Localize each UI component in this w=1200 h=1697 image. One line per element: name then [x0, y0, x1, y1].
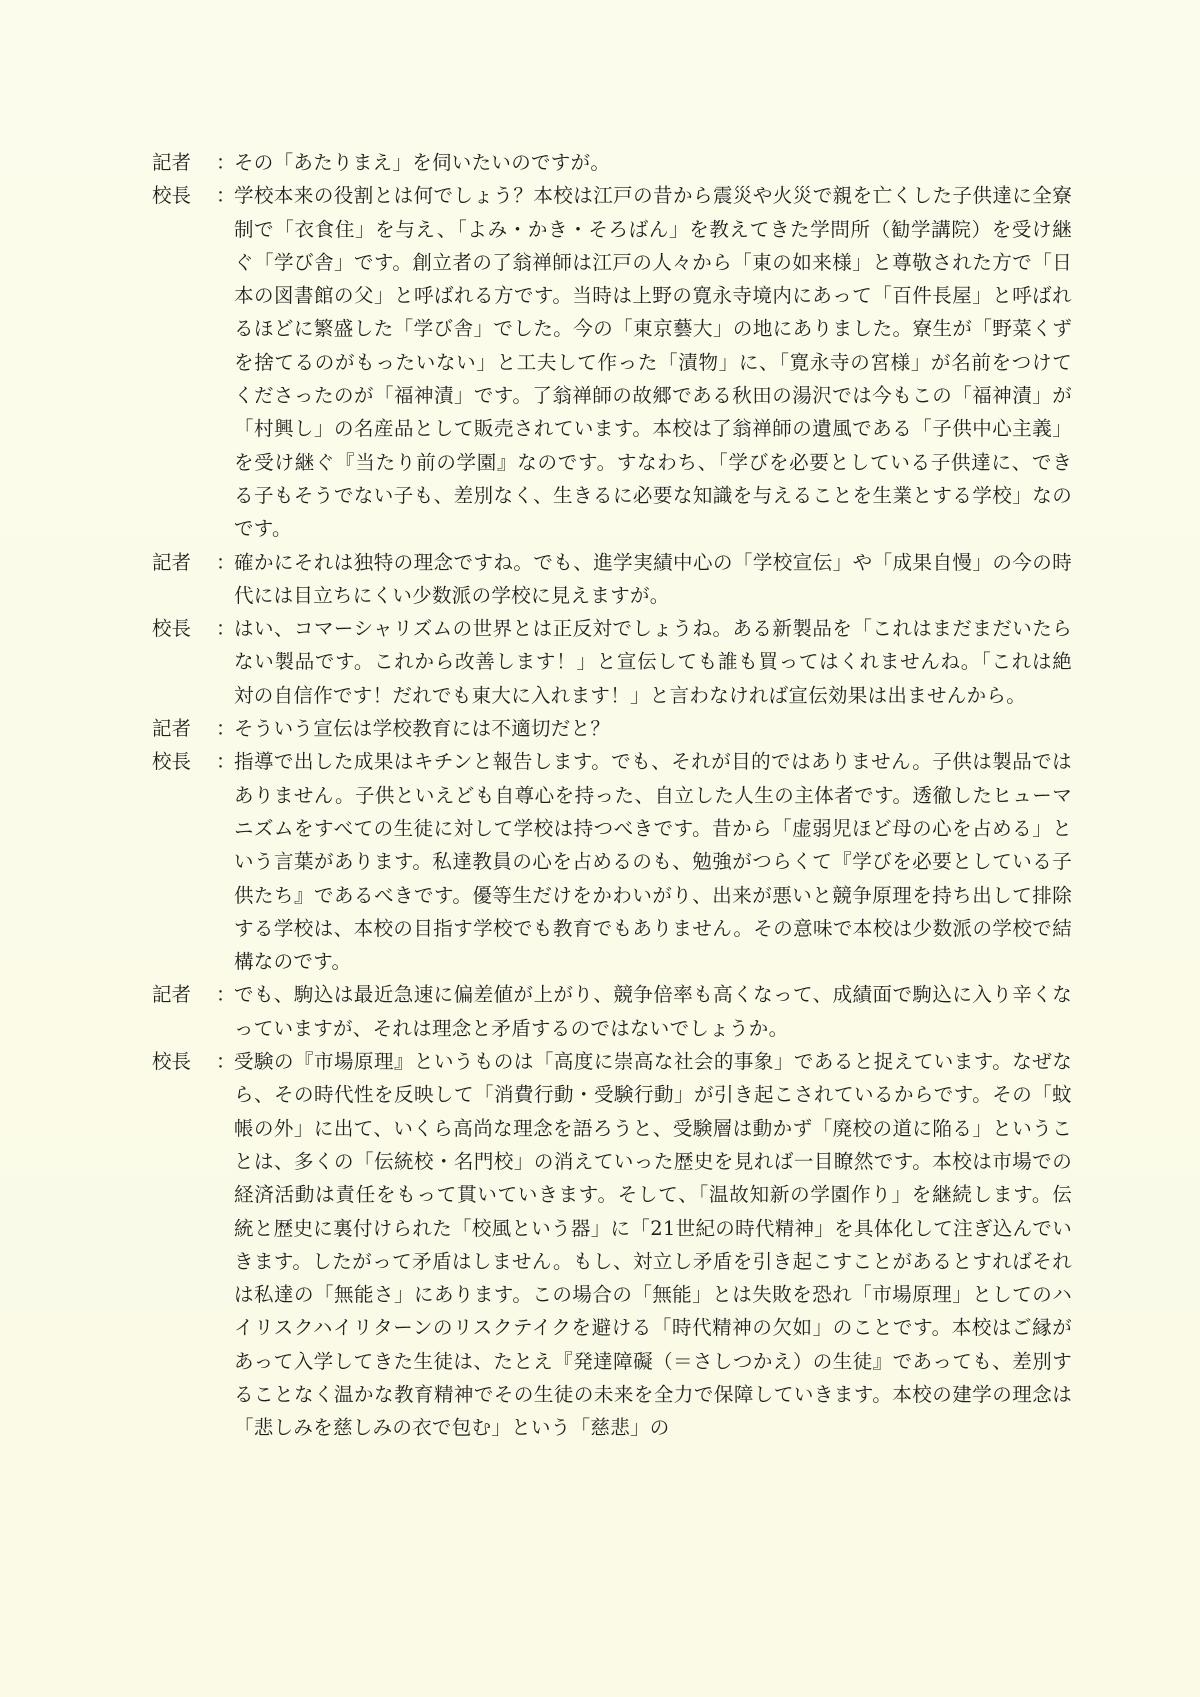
speaker-label: 校長 — [152, 617, 192, 641]
dialogue-text: はい、コマーシャリズムの世界とは正反対でしょうね。ある新製品を「これはまだまだいたらない製品です。これから改善します！」と宣伝しても誰も買ってはくれませんね。「これは絶対の自信作です！だれでも東大に入れます！」と言わなければ宣伝効果は出ませんから。 — [234, 617, 1072, 707]
dialogue-entry — [152, 546, 1072, 613]
speaker-label: 記者 — [152, 550, 192, 574]
speaker-colon: ： — [216, 983, 236, 1007]
speaker-colon: ： — [216, 1050, 236, 1074]
dialogue-text: 確かにそれは独特の理念ですね。でも、進学実績中心の「学校宣伝」や「成果自慢」の今の時代には目立ちにくい少数派の学校に見えますが。 — [234, 550, 1072, 607]
speaker-label: 校長 — [152, 750, 192, 774]
speaker-label: 記者 — [152, 151, 192, 174]
dialogue-entry — [152, 1045, 1072, 1445]
dialogue-text: そういう宣伝は学校教育には不適切だと？ — [234, 717, 611, 741]
dialogue-entry — [152, 745, 1072, 978]
dialogue-text: 受験の『市場原理』というものは「高度に崇高な社会的事象」であると捉えています。なぜなら、その時代性を反映して「消費行動・受験行動」が引き起こされているからです。その「蚊帳の外」に出て、いくら高尚な理念を語ろうと、受験層は動かず「廃校の道に陥る」ということは、多くの「伝統校・名門校」の消えていった歴史を見れば一目瞭然です。本校は市場での経済活動は責任をもって貫いていきます。そして、「温故知新の学園作り」を継続します。伝統と歴史に裏付けられた「校風という器」に「21世紀の時代精神」を具体化して注ぎ込んでいきます。したがって矛盾はしません。もし、対立し矛盾を引き起こすことがあるとすればそれは私達の「無能さ」にあります。この場合の「無能」とは失敗を恐れ「市場原理」としてのハイリスクハイリターンのリスクテイクを避ける「時代精神の欠如」のことです。本校はご縁があって入学してきた生徒は、たとえ『発達障礙（＝さしつかえ）の生徒』であっても、差別することなく温かな教育精神でその生徒の未来を全力で保障していきます。本校の建学の理念は「悲しみを慈しみの衣で包む」という「慈悲」の — [234, 1050, 1072, 1440]
speaker-label: 記者 — [152, 983, 192, 1007]
dialogue-text: 学校本来の役割とは何でしょう？本校は江戸の昔から震災や火災で親を亡くした子供達に全寮制で「衣食住」を与え、「よみ・かき・そろばん」を教えてきた学問所（勧学講院）を受け継ぐ「学び舎」です。創立者の了翁禅師は江戸の人々から「東の如来様」と尊敬された方で「日本の図書館の父」と呼ばれる方です。当時は上野の寛永寺境内にあって「百件長屋」と呼ばれるほどに繁盛した「学び舎」でした。今の「東京藝大」の地にありました。寮生が「野菜くずを捨てるのがもったいない」と工夫して作った「漬物」に、「寛永寺の宮様」が名前をつけてくださったのが「福神漬」です。了翁禅師の故郷である秋田の湯沢では今もこの「福神漬」が「村興し」の名産品として販売されています。本校は了翁禅師の遺風である「子供中心主義」を受け継ぐ『当たり前の学園』なのです。すなわち、「学びを必要としている子供達に、できる子もそうでない子も、差別なく、生きるに必要な知識を与えることを生業とする学校」なのです。 — [234, 184, 1072, 541]
speaker-colon: ： — [216, 151, 236, 174]
speaker-label: 校長 — [152, 184, 192, 208]
speaker-colon: ： — [216, 550, 236, 574]
speaker-colon: ： — [216, 184, 236, 208]
speaker-colon: ： — [216, 617, 236, 641]
speaker-label: 記者 — [152, 717, 192, 741]
dialogue-entry — [152, 612, 1072, 712]
dialogue-text: 指導で出した成果はキチンと報告します。でも、それが目的ではありません。子供は製品ではありません。子供といえども自尊心を持った、自立した人生の主体者です。透徹したヒューマニズムをすべての生徒に対して学校は持つべきです。昔から「虚弱児ほど母の心を占める」という言葉があります。私達教員の心を占めるのも、勉強がつらくて『学びを必要としている子供たち』であるべきです。優等生だけをかわいがり、出来が悪いと競争原理を持ち出して排除する学校は、本校の目指す学校でも教育でもありません。その意味で本校は少数派の学校で結構なのです。 — [234, 750, 1072, 974]
interview-text — [152, 146, 1072, 1445]
speaker-colon: ： — [216, 717, 236, 741]
dialogue-text: でも、駒込は最近急速に偏差値が上がり、競争倍率も高くなって、成績面で駒込に入り辛くなっていますが、それは理念と矛盾するのではないでしょうか。 — [234, 983, 1072, 1040]
speaker-colon: ： — [216, 750, 236, 774]
speaker-label: 校長 — [152, 1050, 192, 1074]
dialogue-entry — [152, 712, 1072, 745]
dialogue-entry — [152, 978, 1072, 1045]
dialogue-entry — [152, 146, 1072, 179]
dialogue-text: その「あたりまえ」を伺いたいのですが。 — [234, 151, 611, 174]
dialogue-entry — [152, 179, 1072, 545]
